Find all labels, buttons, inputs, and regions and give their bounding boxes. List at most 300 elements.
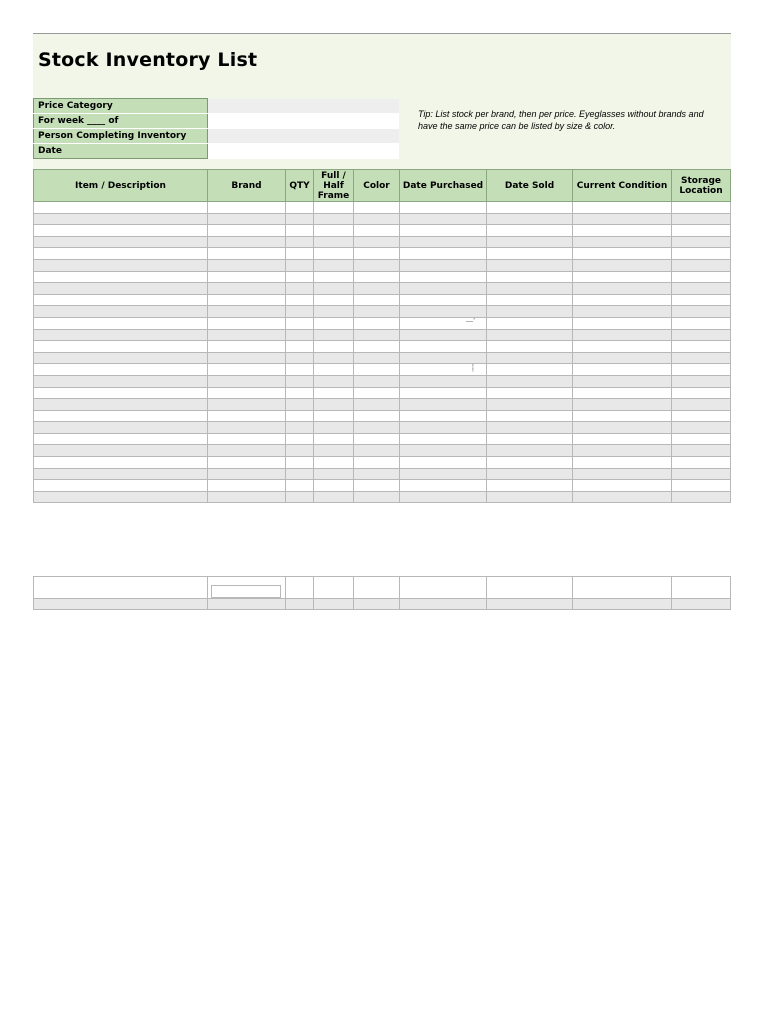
table-cell[interactable]	[286, 375, 314, 387]
table-cell[interactable]	[487, 259, 573, 271]
table-cell[interactable]	[487, 399, 573, 411]
table-cell[interactable]	[354, 457, 400, 469]
table-cell[interactable]	[286, 599, 314, 610]
table-cell[interactable]	[573, 317, 672, 329]
table-cell[interactable]	[672, 445, 731, 457]
table-cell[interactable]	[573, 375, 672, 387]
table-cell[interactable]	[314, 422, 354, 434]
table-cell[interactable]	[286, 480, 314, 492]
table-cell[interactable]	[286, 387, 314, 399]
table-cell[interactable]	[208, 364, 286, 376]
table-cell[interactable]	[314, 352, 354, 364]
table-cell[interactable]	[34, 271, 208, 283]
table-cell[interactable]	[314, 433, 354, 445]
table-cell[interactable]	[34, 387, 208, 399]
table-cell[interactable]	[34, 457, 208, 469]
table-cell[interactable]	[208, 491, 286, 503]
table-cell[interactable]	[354, 375, 400, 387]
table-cell[interactable]	[314, 577, 354, 599]
table-cell[interactable]	[286, 422, 314, 434]
table-cell[interactable]	[487, 352, 573, 364]
cell-mark: ―’	[466, 317, 476, 325]
column-header-qty: QTY	[286, 170, 314, 202]
table-cell[interactable]	[208, 271, 286, 283]
table-cell[interactable]	[286, 341, 314, 353]
table-row	[34, 599, 731, 610]
table-cell[interactable]	[286, 225, 314, 237]
table-cell[interactable]	[400, 445, 487, 457]
table-cell[interactable]	[672, 422, 731, 434]
table-cell[interactable]	[487, 341, 573, 353]
column-header-date-purchased: Date Purchased	[400, 170, 487, 202]
table-cell[interactable]	[314, 271, 354, 283]
column-header-color: Color	[354, 170, 400, 202]
table-cell[interactable]	[208, 341, 286, 353]
table-cell[interactable]	[208, 468, 286, 480]
table-cell[interactable]	[354, 433, 400, 445]
table-cell[interactable]	[314, 213, 354, 225]
table-cell[interactable]	[487, 599, 573, 610]
column-header-frame: Full / Half Frame	[314, 170, 354, 202]
inner-input-box[interactable]	[211, 585, 281, 598]
table-cell[interactable]	[400, 271, 487, 283]
table-cell[interactable]	[354, 341, 400, 353]
table-cell[interactable]	[487, 225, 573, 237]
table-cell[interactable]	[573, 599, 672, 610]
info-row	[34, 144, 400, 159]
table-cell[interactable]	[354, 491, 400, 503]
table-header-row	[34, 170, 731, 202]
table-cell[interactable]	[487, 364, 573, 376]
table-cell[interactable]	[208, 399, 286, 411]
table-row	[34, 283, 731, 295]
table-cell[interactable]	[314, 317, 354, 329]
table-row	[34, 433, 731, 445]
table-cell[interactable]	[487, 577, 573, 599]
table-cell[interactable]	[208, 259, 286, 271]
table-cell[interactable]	[672, 480, 731, 492]
table-row	[34, 375, 731, 387]
table-cell[interactable]	[286, 410, 314, 422]
table-cell[interactable]	[400, 399, 487, 411]
table-cell[interactable]	[208, 213, 286, 225]
table-cell[interactable]	[354, 422, 400, 434]
table-cell[interactable]	[487, 213, 573, 225]
table-cell[interactable]	[487, 480, 573, 492]
table-cell[interactable]	[314, 491, 354, 503]
table-row	[34, 491, 731, 503]
table-cell[interactable]	[573, 364, 672, 376]
table-cell[interactable]	[672, 375, 731, 387]
table-cell[interactable]	[314, 259, 354, 271]
table-row	[34, 445, 731, 457]
table-cell[interactable]	[487, 491, 573, 503]
table-cell[interactable]	[400, 329, 487, 341]
table-cell[interactable]	[208, 202, 286, 214]
table-cell[interactable]	[672, 364, 731, 376]
table-row	[34, 577, 731, 599]
table-cell[interactable]	[314, 387, 354, 399]
table-cell[interactable]	[487, 457, 573, 469]
table-cell[interactable]	[354, 364, 400, 376]
table-cell[interactable]	[286, 271, 314, 283]
table-cell[interactable]	[286, 294, 314, 306]
table-cell[interactable]	[672, 271, 731, 283]
table-cell[interactable]	[34, 329, 208, 341]
table-row	[34, 317, 731, 329]
table-cell[interactable]	[400, 599, 487, 610]
info-row	[34, 99, 400, 114]
table-cell[interactable]	[34, 259, 208, 271]
table-cell[interactable]	[34, 422, 208, 434]
table-cell[interactable]	[573, 352, 672, 364]
table-cell[interactable]	[314, 225, 354, 237]
table-cell[interactable]	[208, 422, 286, 434]
table-cell[interactable]	[487, 387, 573, 399]
table-cell[interactable]	[573, 283, 672, 295]
table-cell[interactable]	[314, 468, 354, 480]
table-cell[interactable]	[400, 213, 487, 225]
table-cell[interactable]	[672, 468, 731, 480]
table-cell[interactable]	[314, 329, 354, 341]
table-cell[interactable]	[208, 457, 286, 469]
table-cell[interactable]	[354, 445, 400, 457]
table-cell[interactable]	[34, 399, 208, 411]
table-cell[interactable]	[400, 259, 487, 271]
table-cell[interactable]	[286, 445, 314, 457]
table-cell[interactable]	[672, 341, 731, 353]
table-cell[interactable]	[573, 202, 672, 214]
table-cell[interactable]	[314, 410, 354, 422]
table-cell[interactable]	[573, 410, 672, 422]
price-category-field[interactable]	[208, 99, 400, 114]
table-cell[interactable]	[400, 248, 487, 260]
table-cell[interactable]	[208, 387, 286, 399]
table-cell[interactable]	[672, 259, 731, 271]
table-cell[interactable]	[354, 599, 400, 610]
table-cell[interactable]	[573, 445, 672, 457]
table-cell[interactable]	[573, 491, 672, 503]
table-cell[interactable]	[400, 422, 487, 434]
table-cell[interactable]	[314, 599, 354, 610]
table-row	[34, 294, 731, 306]
table-cell[interactable]	[314, 399, 354, 411]
table-cell[interactable]	[573, 341, 672, 353]
table-cell[interactable]	[487, 294, 573, 306]
table-cell[interactable]	[286, 577, 314, 599]
table-cell[interactable]	[487, 271, 573, 283]
table-cell[interactable]	[672, 399, 731, 411]
column-header-item: Item / Description	[34, 170, 208, 202]
table-cell[interactable]	[208, 480, 286, 492]
table-cell[interactable]	[34, 433, 208, 445]
table-cell[interactable]	[208, 294, 286, 306]
table-cell[interactable]	[314, 236, 354, 248]
table-cell[interactable]	[354, 577, 400, 599]
table-cell[interactable]	[34, 577, 208, 599]
table-cell[interactable]	[34, 283, 208, 295]
table-cell[interactable]	[354, 271, 400, 283]
table-cell[interactable]	[672, 410, 731, 422]
table-cell[interactable]	[573, 306, 672, 318]
table-cell[interactable]	[573, 387, 672, 399]
table-cell[interactable]	[400, 491, 487, 503]
table-cell[interactable]	[286, 213, 314, 225]
info-label-date: Date	[34, 144, 208, 159]
table-cell[interactable]	[286, 364, 314, 376]
table-cell[interactable]	[672, 491, 731, 503]
table-cell[interactable]	[400, 352, 487, 364]
table-cell[interactable]	[400, 306, 487, 318]
table-cell[interactable]	[400, 294, 487, 306]
table-cell[interactable]	[34, 248, 208, 260]
table-cell[interactable]	[314, 445, 354, 457]
table-cell[interactable]	[400, 410, 487, 422]
table-cell[interactable]	[286, 283, 314, 295]
table-cell[interactable]	[34, 317, 208, 329]
table-cell[interactable]	[208, 283, 286, 295]
table-cell[interactable]	[314, 306, 354, 318]
table-cell[interactable]	[400, 577, 487, 599]
table-cell[interactable]	[354, 213, 400, 225]
table-cell[interactable]	[400, 375, 487, 387]
table-cell[interactable]	[34, 341, 208, 353]
date-field[interactable]	[208, 144, 400, 159]
table-cell[interactable]	[314, 294, 354, 306]
table-row	[34, 306, 731, 318]
table-cell[interactable]	[314, 480, 354, 492]
table-cell[interactable]	[672, 306, 731, 318]
table-cell[interactable]	[573, 294, 672, 306]
table-row	[34, 399, 731, 411]
table-row	[34, 364, 731, 376]
table-cell[interactable]	[573, 236, 672, 248]
table-cell[interactable]	[34, 306, 208, 318]
table-row	[34, 341, 731, 353]
table-cell[interactable]	[286, 329, 314, 341]
table-cell[interactable]	[34, 445, 208, 457]
secondary-table	[33, 576, 731, 610]
table-cell[interactable]	[573, 213, 672, 225]
table-cell[interactable]	[208, 352, 286, 364]
table-cell[interactable]	[34, 352, 208, 364]
table-cell[interactable]	[354, 480, 400, 492]
table-row	[34, 248, 731, 260]
table-cell[interactable]	[672, 433, 731, 445]
table-cell[interactable]	[400, 283, 487, 295]
info-row	[34, 114, 400, 129]
table-cell[interactable]	[34, 410, 208, 422]
table-row	[34, 259, 731, 271]
table-cell[interactable]	[573, 577, 672, 599]
table-cell[interactable]	[354, 236, 400, 248]
table-cell[interactable]	[487, 202, 573, 214]
inventory-body	[34, 202, 731, 503]
table-cell[interactable]	[487, 236, 573, 248]
table-cell[interactable]	[354, 259, 400, 271]
info-table	[33, 98, 399, 159]
table-cell[interactable]	[400, 457, 487, 469]
column-header-brand: Brand	[208, 170, 286, 202]
table-cell[interactable]	[573, 480, 672, 492]
table-cell[interactable]	[314, 248, 354, 260]
table-cell[interactable]	[400, 468, 487, 480]
table-cell[interactable]	[487, 433, 573, 445]
table-cell[interactable]	[487, 329, 573, 341]
table-cell[interactable]	[573, 399, 672, 411]
table-cell[interactable]	[672, 352, 731, 364]
table-cell[interactable]	[208, 317, 286, 329]
table-cell[interactable]	[286, 352, 314, 364]
table-cell[interactable]	[354, 468, 400, 480]
table-cell[interactable]	[314, 364, 354, 376]
table-cell[interactable]	[34, 491, 208, 503]
table-cell[interactable]	[286, 433, 314, 445]
table-cell[interactable]	[672, 225, 731, 237]
table-cell[interactable]	[34, 213, 208, 225]
table-cell[interactable]	[672, 294, 731, 306]
table-cell[interactable]	[354, 352, 400, 364]
table-cell[interactable]	[487, 306, 573, 318]
table-cell[interactable]	[672, 599, 731, 610]
table-cell[interactable]	[573, 433, 672, 445]
table-cell[interactable]	[400, 236, 487, 248]
table-cell[interactable]	[286, 202, 314, 214]
table-cell[interactable]	[573, 259, 672, 271]
table-cell[interactable]	[487, 445, 573, 457]
table-cell[interactable]	[672, 202, 731, 214]
table-cell[interactable]	[573, 271, 672, 283]
table-cell[interactable]	[286, 457, 314, 469]
table-cell[interactable]	[400, 387, 487, 399]
table-cell[interactable]	[208, 225, 286, 237]
table-cell[interactable]	[208, 599, 286, 610]
table-cell[interactable]	[314, 457, 354, 469]
table-row	[34, 480, 731, 492]
table-cell[interactable]	[487, 317, 573, 329]
table-cell[interactable]	[487, 283, 573, 295]
table-cell[interactable]	[354, 329, 400, 341]
table-cell[interactable]	[573, 422, 672, 434]
table-cell[interactable]	[354, 294, 400, 306]
info-label-week: For week ____ of	[34, 114, 208, 129]
table-cell[interactable]	[34, 202, 208, 214]
table-row	[34, 468, 731, 480]
table-cell[interactable]	[672, 457, 731, 469]
table-cell[interactable]	[286, 259, 314, 271]
table-cell[interactable]	[354, 306, 400, 318]
column-header-date-sold: Date Sold	[487, 170, 573, 202]
table-cell[interactable]	[400, 480, 487, 492]
table-cell[interactable]	[314, 375, 354, 387]
table-cell[interactable]	[208, 445, 286, 457]
table-cell[interactable]	[354, 248, 400, 260]
table-cell[interactable]	[34, 468, 208, 480]
table-cell[interactable]	[354, 283, 400, 295]
table-cell[interactable]	[573, 468, 672, 480]
table-cell[interactable]	[400, 341, 487, 353]
table-cell[interactable]	[354, 410, 400, 422]
table-cell[interactable]	[286, 306, 314, 318]
table-cell[interactable]	[487, 468, 573, 480]
table-cell[interactable]	[354, 202, 400, 214]
table-cell[interactable]	[672, 283, 731, 295]
table-cell[interactable]	[208, 410, 286, 422]
table-cell[interactable]	[34, 599, 208, 610]
table-cell[interactable]	[34, 364, 208, 376]
table-cell[interactable]	[487, 248, 573, 260]
table-cell[interactable]	[34, 375, 208, 387]
table-row	[34, 457, 731, 469]
table-cell[interactable]	[354, 399, 400, 411]
table-cell[interactable]	[286, 468, 314, 480]
table-cell[interactable]	[672, 236, 731, 248]
table-cell[interactable]	[208, 236, 286, 248]
table-cell[interactable]	[573, 457, 672, 469]
table-cell[interactable]	[672, 248, 731, 260]
table-cell[interactable]	[314, 283, 354, 295]
table-cell[interactable]	[354, 317, 400, 329]
table-cell[interactable]	[354, 225, 400, 237]
cell-mark: ⸽	[472, 364, 474, 372]
table-cell[interactable]	[354, 387, 400, 399]
table-cell[interactable]	[286, 399, 314, 411]
table-cell[interactable]	[400, 433, 487, 445]
table-row	[34, 422, 731, 434]
table-cell[interactable]	[286, 236, 314, 248]
table-cell[interactable]	[672, 577, 731, 599]
table-cell[interactable]	[34, 225, 208, 237]
table-cell[interactable]	[286, 317, 314, 329]
table-cell[interactable]	[286, 248, 314, 260]
table-cell[interactable]	[208, 375, 286, 387]
table-cell[interactable]	[314, 341, 354, 353]
info-label-person: Person Completing Inventory	[34, 129, 208, 144]
table-cell[interactable]	[573, 225, 672, 237]
page-title: Stock Inventory List	[38, 49, 258, 71]
week-field[interactable]	[208, 114, 400, 129]
table-cell[interactable]	[400, 225, 487, 237]
table-cell[interactable]	[34, 480, 208, 492]
table-cell[interactable]	[672, 387, 731, 399]
table-cell[interactable]	[487, 410, 573, 422]
table-cell[interactable]	[208, 329, 286, 341]
person-field[interactable]	[208, 129, 400, 144]
table-cell[interactable]	[34, 294, 208, 306]
table-cell[interactable]	[34, 236, 208, 248]
table-cell[interactable]	[208, 433, 286, 445]
table-row	[34, 271, 731, 283]
table-row	[34, 202, 731, 214]
table-cell[interactable]	[314, 202, 354, 214]
table-cell[interactable]	[573, 248, 672, 260]
table-cell[interactable]	[208, 306, 286, 318]
table-cell[interactable]	[400, 202, 487, 214]
table-cell[interactable]	[672, 317, 731, 329]
column-header-condition: Current Condition	[573, 170, 672, 202]
table-cell[interactable]	[672, 213, 731, 225]
table-cell[interactable]	[286, 491, 314, 503]
table-cell[interactable]	[208, 248, 286, 260]
info-row	[34, 129, 400, 144]
table-cell[interactable]	[573, 329, 672, 341]
table-cell[interactable]	[672, 329, 731, 341]
column-header-storage: Storage Location	[672, 170, 731, 202]
table-row	[34, 225, 731, 237]
table-cell[interactable]	[487, 422, 573, 434]
table-row	[34, 387, 731, 399]
table-cell[interactable]	[487, 375, 573, 387]
